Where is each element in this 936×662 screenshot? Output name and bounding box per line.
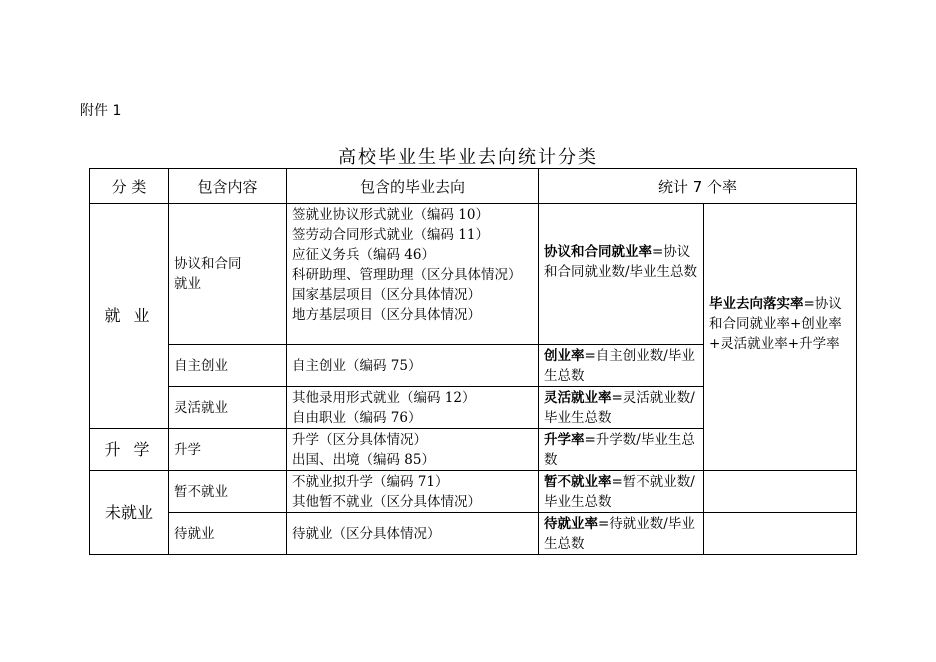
- summary-rate-name: 毕业去向落实率: [709, 296, 804, 312]
- table-row: [90, 513, 857, 555]
- destination-item: 地方基层项目（区分具体情况）: [292, 307, 481, 323]
- summary-rate-cell: [704, 204, 857, 471]
- rate-cell: [539, 471, 704, 513]
- header-category: 分 类: [90, 169, 169, 204]
- header-destinations: 包含的毕业去向: [287, 169, 539, 204]
- destination-item: 其他暂不就业（区分具体情况）: [292, 493, 481, 510]
- destination-item: 待就业（区分具体情况）: [292, 525, 441, 542]
- destination-item: 签劳动合同形式就业（编码 11）: [292, 227, 489, 243]
- rate-name: 暂不就业率: [544, 474, 612, 490]
- header-contents: 包含内容: [169, 169, 287, 204]
- destination-item: 自由职业（编码 76）: [292, 409, 422, 426]
- page-title: 高校毕业生毕业去向统计分类: [338, 147, 598, 168]
- content-cell: 自主创业: [169, 345, 287, 387]
- rate-cell: [539, 345, 704, 387]
- empty-cell: [704, 513, 857, 555]
- destination-item: 其他录用形式就业（编码 12）: [292, 389, 476, 406]
- destination-item: 国家基层项目（区分具体情况）: [292, 287, 481, 303]
- content-cell: 待就业: [169, 513, 287, 555]
- rate-formula: =自主创业数/毕业生总数: [544, 348, 695, 384]
- destination-item: 科研助理、管理助理（区分具体情况）: [292, 267, 522, 283]
- rate-cell: [539, 204, 704, 345]
- header-row: [90, 169, 857, 204]
- rate-cell: [539, 429, 704, 471]
- content-cell: 灵活就业: [169, 387, 287, 429]
- destinations-cell: [287, 387, 539, 429]
- rate-cell: [539, 387, 704, 429]
- rate-cell: [539, 513, 704, 555]
- empty-cell: [704, 471, 857, 513]
- content-cell: 暂不就业: [169, 471, 287, 513]
- rate-name: 协议和合同就业率: [544, 244, 652, 260]
- destination-item: 签就业协议形式就业（编码 10）: [292, 207, 489, 223]
- category-employment: 就 业: [90, 204, 169, 429]
- content-cell: 协议和合同 就业: [169, 204, 287, 345]
- header-rates: 统计 7 个率: [539, 169, 857, 204]
- rate-name: 升学率: [544, 432, 585, 448]
- destination-item: 不就业拟升学（编码 71）: [292, 473, 449, 490]
- destinations-cell: [287, 345, 539, 387]
- rate-formula: =暂不就业数/毕业生总数: [544, 474, 695, 510]
- table-row: [90, 471, 857, 513]
- rate-name: 灵活就业率: [544, 390, 612, 406]
- destinations-cell: [287, 513, 539, 555]
- destination-item: 升学（区分具体情况）: [292, 431, 427, 448]
- summary-rate-formula: =协议和合同就业率+创业率+灵活就业率+升学率: [709, 296, 842, 352]
- attachment-label: 附件 1: [80, 103, 122, 119]
- rate-name: 创业率: [544, 348, 585, 364]
- classification-table: [89, 168, 857, 555]
- category-unemployed: 未就业: [90, 471, 169, 555]
- rate-formula: =待就业数/毕业生总数: [544, 516, 695, 552]
- rate-name: 待就业率: [544, 516, 598, 532]
- table-row: [90, 204, 857, 345]
- rate-formula: =升学数/毕业生总数: [544, 432, 695, 468]
- category-further-study: 升 学: [90, 429, 169, 471]
- destinations-cell: [287, 204, 539, 345]
- destinations-cell: [287, 471, 539, 513]
- rate-formula: =协议和合同就业数/毕业生总数: [544, 244, 698, 280]
- destinations-cell: [287, 429, 539, 471]
- destination-item: 出国、出境（编码 85）: [292, 451, 435, 468]
- content-cell: 升学: [169, 429, 287, 471]
- destination-item: 自主创业（编码 75）: [292, 357, 422, 374]
- destination-item: 应征义务兵（编码 46）: [292, 247, 435, 263]
- rate-formula: =灵活就业数/毕业生总数: [544, 390, 695, 426]
